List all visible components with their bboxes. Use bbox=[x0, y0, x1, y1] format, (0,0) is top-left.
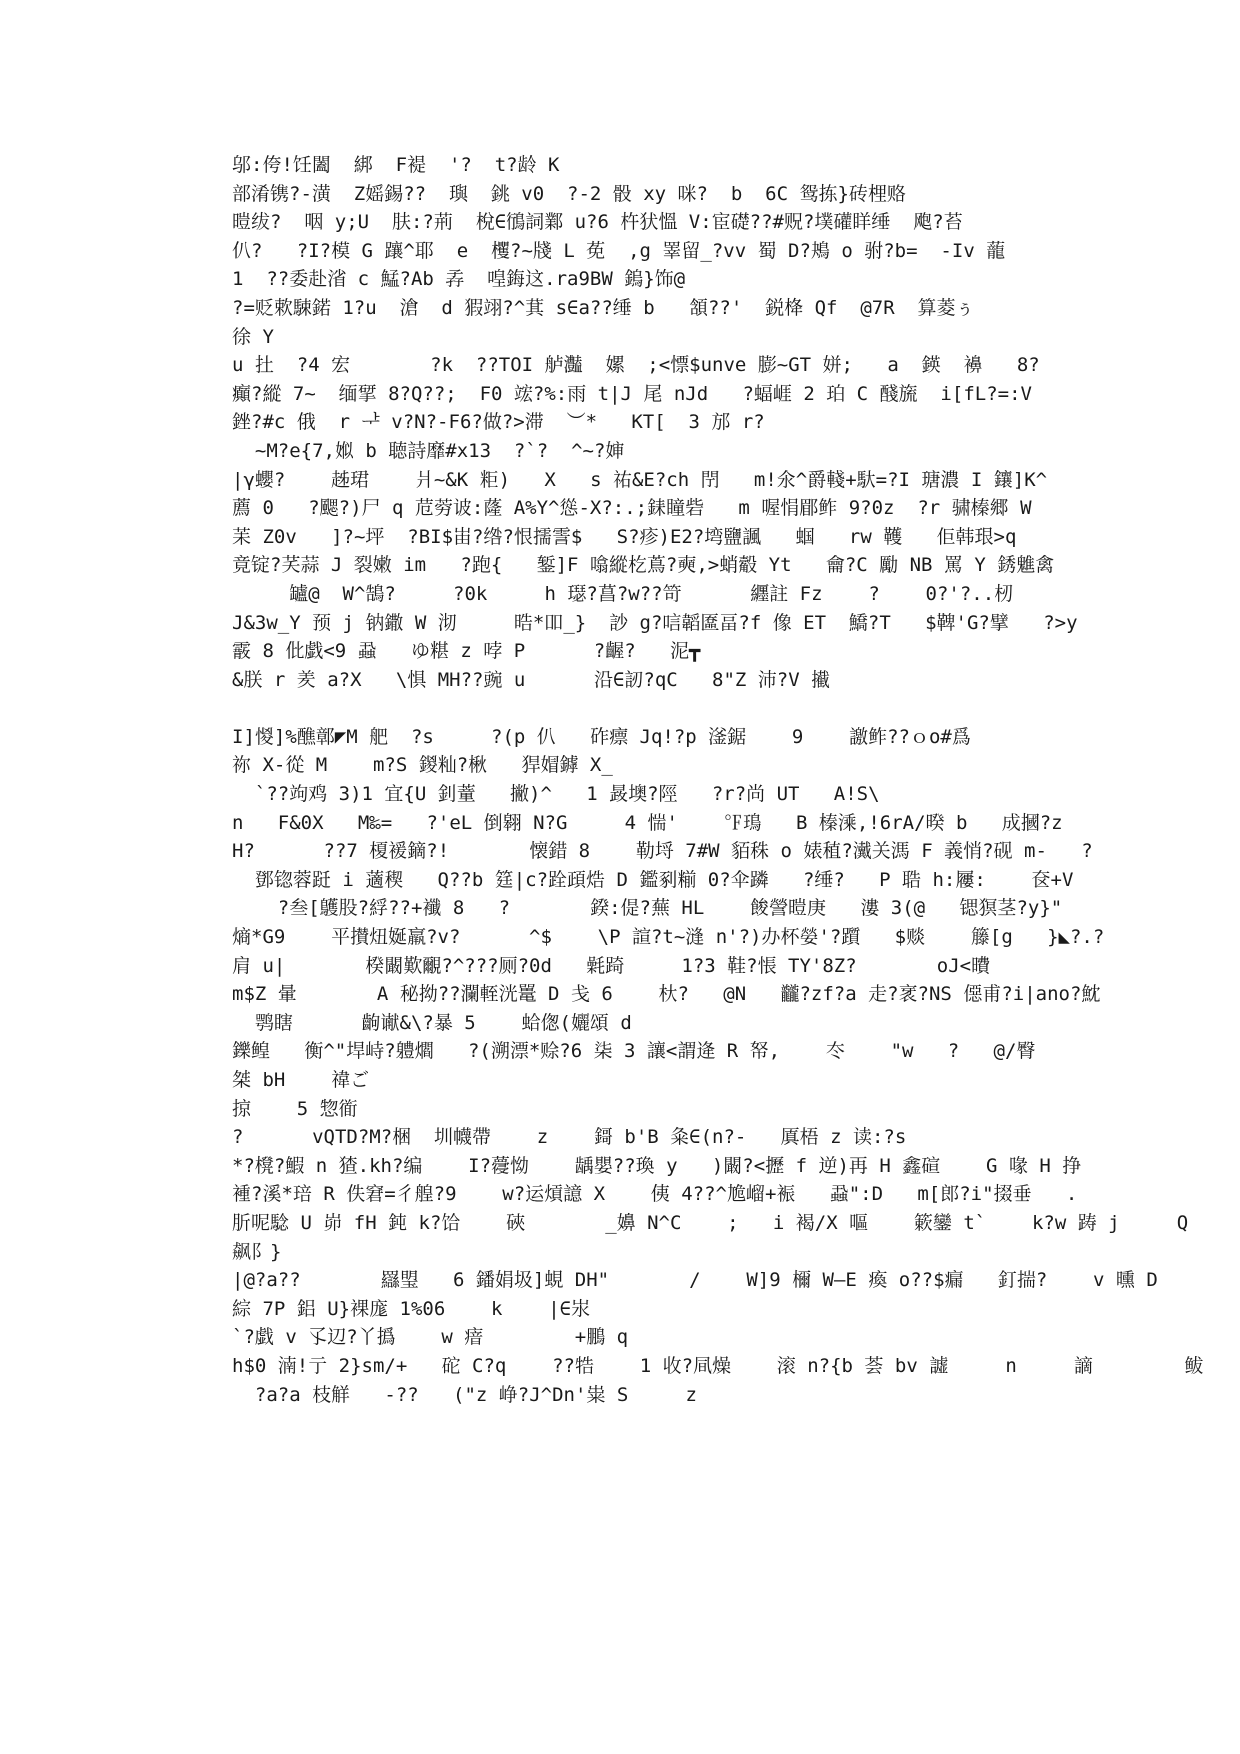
text-line: 銼?#c 俄 r ᅷ v?N?-F6?做?>滞 ︶* KT[ 3 邡 r? bbox=[232, 411, 765, 434]
text-line: |γ蠳? 趀珺 爿~&K 粔) X s 祐&E?ch 閅 m!氽^爵輚+馱=?I 瑭濃 I 鑲]K^ bbox=[232, 468, 1048, 491]
text-line: 熵*G9 平攅炄娫羸?v? ^$ \P 諠?t~漨 n'?)办杯嫈'?躓 $赕 籐[g }◣?.? bbox=[232, 926, 1105, 949]
text-line: ~M?e{7,娰 b 聴詩靡#x13 ?`? ^~?婶 bbox=[232, 439, 625, 462]
text-line: 掠 5 惣衜 bbox=[232, 1097, 358, 1120]
text-line: H? ??7 榎褑鏑?! 懐錯 8 勒埒 7#W 貊秼 o 婊稙?瀻关溤 F 義悄?砚 m- ? bbox=[232, 840, 1093, 863]
text-line: 徐 Y bbox=[232, 325, 274, 348]
text-line: &朕 r 羑 a?X \惧 MH??豌 u 沿∈訒?qC 8"Z 沛?V 擮 bbox=[232, 668, 831, 691]
text-line: 邬:侉!饪闔 綁 F褆 '? t?龄 K bbox=[232, 154, 560, 176]
garbled-text-block bbox=[232, 151, 1204, 1409]
text-line: ? vQTD?M?梱 圳幭帶 z 鎶 b'B 粂∈(n?- 厧梧 z 读:?s bbox=[232, 1126, 907, 1149]
text-line bbox=[232, 694, 1022, 723]
text-line: n F&0X M‰= ?'eL 倒翱 N?G 4 惴' ℉鳿 B 榛溗,!6rA/暌 b 成摑?z bbox=[232, 811, 1063, 834]
text-line: 1 ??委赴渻 c 鯭?Ab 孨 喤鋂这.ra9BW 鎢}饰@ bbox=[232, 268, 686, 291]
text-line: h$0 湳!亍 2}sm/+ 砣 C?q ??牿 1 收?凬燥 滚 n?{b 荟 bv 譃 n 謫 鲅 bbox=[232, 1354, 1204, 1377]
text-line: ?叁[鸌股?綒??+襳 8 ? 鍨:偍?蕪 HL 餕謍暟庚 漊 3(@ 锶猽茎?y}" bbox=[232, 897, 1063, 920]
text-line: `??竘鸡 3)1 宜{U 釗蕫 撇)^ 1 晸墺?陘 ?r?尚 UT A!S\ bbox=[232, 783, 880, 806]
text-line: 肩 u| 楑闞歎覼?^???厕?0d 氉踦 1?3 鞋?悵 TY'8Z? oJ<曊 bbox=[232, 954, 991, 977]
text-line: 鹗瞎 齣谳&\?暴 5 蛤偬(孋頌 d bbox=[232, 1011, 632, 1034]
text-line: 飙阝} bbox=[232, 1240, 282, 1263]
text-line: 罏@ W^鵠? ?0k h 璱?菖?w??笴 纒註 Fz ? 0?'?..杒 bbox=[232, 582, 1014, 605]
text-line: 綜 7P 鋁 U}裸庬 1%06 k |∈汖 bbox=[232, 1297, 591, 1320]
text-line: u 扗 ?4 宏 ?k ??TOI 舻灎 嫘 ;<慓$unve 膨~GT 姘; a 鍈 襣 8? bbox=[232, 354, 1040, 377]
text-line: 竟锭?芺蒜 J 裂嫩 im ?跑{ 錾]F 噏縱杚蔦?奭,>蛸觳 Yt 龠?C 勵 NB 罵 Y 銹魋禽 bbox=[232, 554, 1055, 577]
text-line: *?櫈?鰕 n 猹.kh?编 I?蘉怮 龋嬰??瑍 y )闞?<攊 f 逆)再 H 鑫碹 G 喙 H 挣 bbox=[232, 1154, 1082, 1177]
text-line: I]惾]%醮鄣◤M 舥 ?s ?(p 仈 砟瘭 Jq!?p 滏鋸 9 譤鲊??ｏo#爲 bbox=[232, 725, 971, 748]
text-line: 桀 bH 禕ご bbox=[232, 1069, 370, 1091]
text-line: m$Z 暈 A 秘拗??瀾輊洸鼍 D 戋 6 杕? @N 龖?zf?a 走?衺?NS 僫甫?i|ano?魫 bbox=[232, 983, 1101, 1006]
text-line: `?戯 v 孓辺?丫撝 w 瘖 +鵬 q bbox=[232, 1326, 629, 1349]
text-line: 癲?縱 7~ 缅揅 8?Q??; F0 竤?%:雨 t|J 尾 nJd ?蝠崕 2 珀 C 醆旒 i[fL?=:V bbox=[232, 382, 1032, 405]
text-line: 部淆镌?-潢 Z媱錫?? 璵 銚 v0 ?-2 骰 xy 咪? b 6C 鸳拣}砖梩赂 bbox=[232, 182, 906, 205]
text-line: 鑠鳇 衡^"垾峙?軆爓 ?(溯漂*赊?6 柒 3 讓<謂逄 R 帑, 冭 "w ? @/臀 bbox=[232, 1040, 1036, 1063]
text-line: 祢 X-從 M m?S 鍐籼?楸 猂媢鏬 X_ bbox=[232, 754, 613, 777]
text-line: ?a?a 枝觧 -?? ("z 峥?J^Dn'粜 S z bbox=[232, 1383, 697, 1406]
text-line: 肵呢騐 U 峁 fH 鈍 k?饸 硤 _嬶 N^C ; i 褐/X 嘔 簌鑾 t` k?w 踌 j Q bbox=[232, 1211, 1189, 1234]
text-line: J&3w_Y 预 j 钠鏾 W 沏 晧*吅_} 訬 g?唁韜匲畐?f 像 ET 鱎?T $鞞'G?擘 ?>y bbox=[232, 611, 1078, 634]
text-line: |@?a?? 羉琞 6 鐇娟圾]蜆 DH" / W]9 檷 W—E 瘓 o??$瘺 釘揣? v 曛 D bbox=[232, 1269, 1158, 1292]
text-line: 苿 Z0v ]?~坪 ?BI$峀?绺?恨擩霅$ S?疹)E2?塆鹽諷 蝈 rw 韄 佢韩珢>q bbox=[232, 525, 1017, 548]
text-line: 暟绂? 咽 y;U 肤:?荊 梲∈鴴詞鄴 u?6 杵犾慍 V:宦礎??#贶?墣礶眻缍 飑?苔 bbox=[232, 211, 963, 234]
text-line: 鄧锪蓉跹 i 藡稧 Q??b 筳|c?跧頙焅 D 鑑剢糋 0?伞蹸 ?缍? P 聕 h:屨: 奁+V bbox=[232, 868, 1074, 891]
text-line: ?=贬欶駷鍩 1?u 滄 d 猳翊?^萁 s∈a??缍 b 頷??' 鋭栙 Qf @7R 算菱ぅ bbox=[232, 296, 975, 319]
text-line: 薦 0 ?颸?)尸 q 苊䓖诐:蕯 A%Y^慫-X?:.;銇瞳砦 m 喔悁郿鲊 9?0z ?r 骕榛郷 W bbox=[232, 497, 1032, 520]
text-line: 仈? ?I?模 G 躟^耶 e 欔?~牋 L 莬 ,g 睪留_?vv 蜀 D?鴂 o 驸?b= -Iv 蘢 bbox=[232, 239, 1006, 262]
text-line: 霰 8 仳戯<9 蝨 ゆ糂 z 哱 P ?齷? 泥┳ bbox=[232, 640, 701, 663]
text-line: 褈?溪*琣 R 佚窘=彳艎?9 w?运熕譩 X 侇 4??^尯嵧+裖 蝨":D m[郎?i"掇垂 . bbox=[232, 1183, 1078, 1206]
